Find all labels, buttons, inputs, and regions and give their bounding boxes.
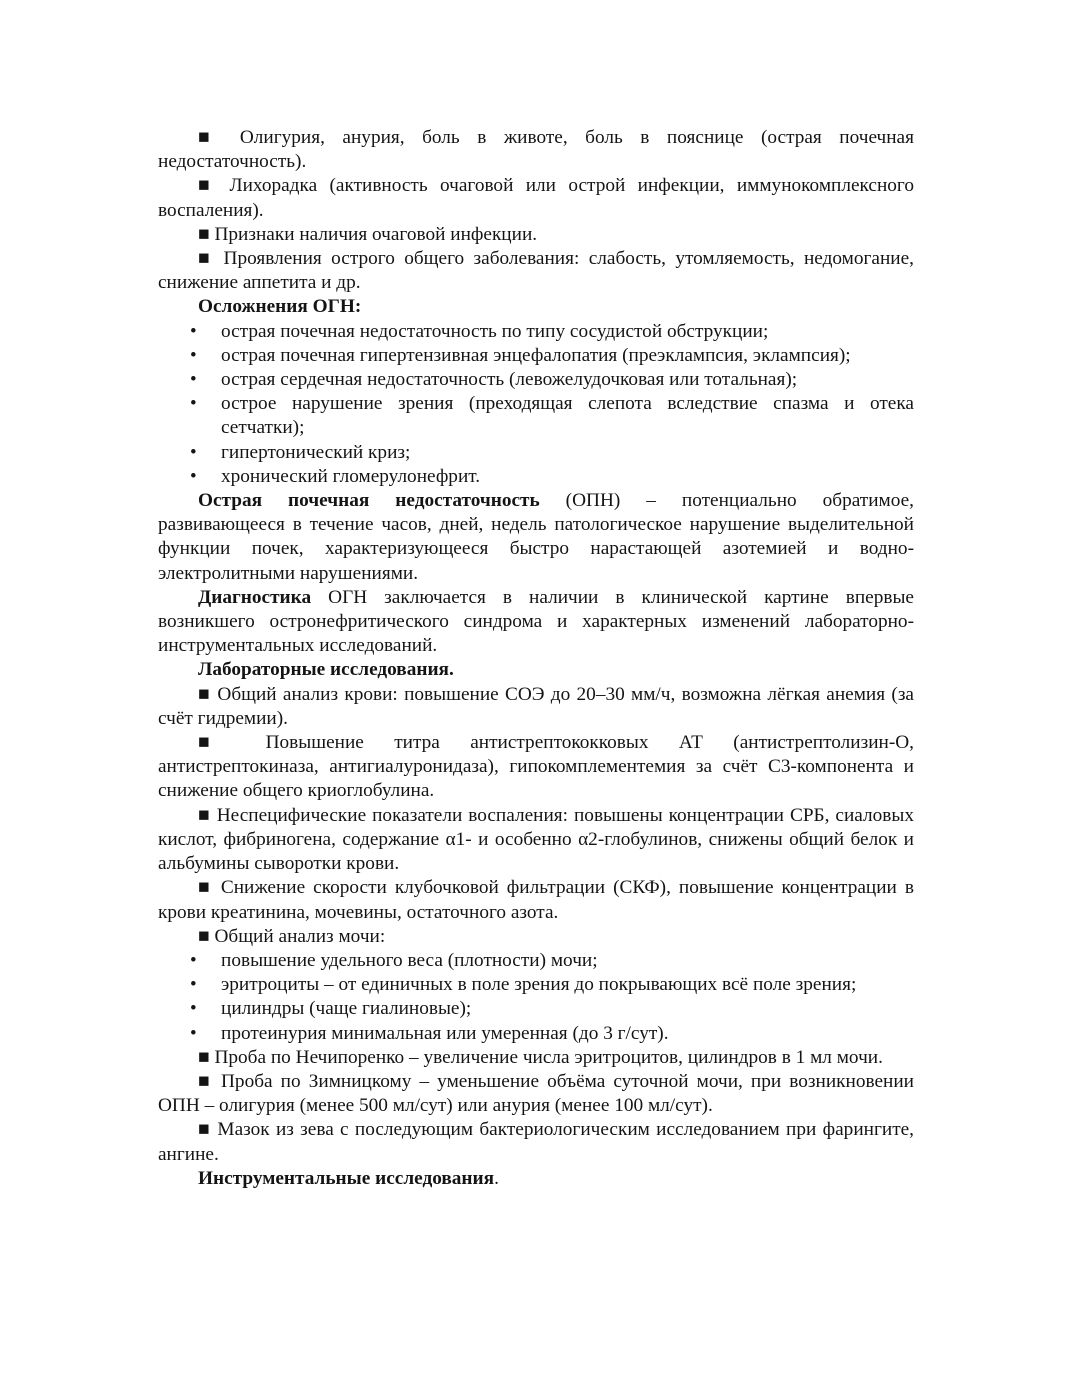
paragraph-zimnitsky: ■ Проба по Зимницкому – уменьшение объёма суточной мочи, при возникновении ОПН – олигурия (менее 500 мл/сут) или анурия (менее 100 мл/сут).: [158, 1070, 914, 1117]
heading-lab-studies: Лабораторные исследования.: [198, 659, 454, 681]
paragraph-focal-infection: ■ Признаки наличия очаговой инфекции.: [198, 223, 538, 245]
complications-list: [158, 320, 914, 489]
diagnostics-text: ОГН заключается в наличии в клинической картине впервые возникшего остронефритического синдрома и характерных изменений лабораторно-инструментальных исследований.: [158, 586, 914, 657]
paragraph-blood-test: ■ Общий анализ крови: повышение СОЭ до 20–30 мм/ч, возможна лёгкая анемия (за счёт гидремии).: [158, 683, 914, 729]
term-opn: Острая почечная недостаточность: [198, 490, 540, 512]
paragraph-urine-test: ■ Общий анализ мочи:: [198, 925, 386, 947]
list-item: • гипертонический криз;: [158, 441, 914, 465]
list-item: • цилиндры (чаще гиалиновые);: [158, 997, 914, 1021]
list-item: • острая почечная гипертензивная энцефалопатия (преэклампсия, эклампсия);: [158, 344, 914, 368]
instrumental-heading-tail: .: [494, 1167, 499, 1189]
paragraph-opn-definition: [158, 489, 914, 586]
list-item: • острая почечная недостаточность по типу сосудистой обструкции;: [158, 320, 914, 344]
list-item: • протеинурия минимальная или умеренная (до 3 г/сут).: [158, 1022, 914, 1046]
paragraph-antibody-titer: ■ Повышение титра антистрептококковых АТ (антистрептолизин-О, антистрептокиназа, антигиалуронидаза), гипокомплементемия за счёт С3-компонента и снижение общего криоглобулина.: [158, 732, 914, 802]
list-item: • острая сердечная недостаточность (левожелудочковая или тотальная);: [158, 368, 914, 392]
paragraph-fever: ■ Лихорадка (активность очаговой или острой инфекции, иммунокомплексного воспаления).: [158, 175, 914, 221]
opn-text: (ОПН) – потенциально обратимое, развивающееся в течение часов, дней, недель патологическое нарушение выделительной функции почек, характеризующееся быстро нарастающей азотемией и водно-электролитными нарушениями.: [158, 490, 914, 584]
list-item: • эритроциты – от единичных в поле зрения до покрывающих всё поле зрения;: [158, 973, 914, 997]
paragraph-inflammation-markers: ■ Неспецифические показатели воспаления: повышены концентрации СРБ, сиаловых кислот, фибриногена, содержание α1- и особенно α2-глобулинов, снижены общий белок и альбумины сыворотки крови.: [158, 804, 914, 875]
list-item: • острое нарушение зрения (преходящая слепота вследствие спазма и отека сетчатки);: [158, 392, 914, 440]
paragraph-nechiporenko: ■ Проба по Нечипоренко – увеличение числа эритроцитов, цилиндров в 1 мл мочи.: [198, 1046, 883, 1068]
paragraph-diagnostics: [158, 586, 914, 659]
urine-findings-list: [158, 949, 914, 1046]
term-diagnostics: Диагностика: [198, 586, 312, 608]
paragraph-general-symptoms: ■ Проявления острого общего заболевания: слабость, утомляемость, недомогание, снижение аппетита и др.: [158, 248, 914, 294]
document-page: [158, 126, 914, 1191]
heading-instrumental: [158, 1167, 914, 1191]
heading-complications: Осложнения ОГН:: [198, 296, 362, 318]
list-item: • хронический гломерулонефрит.: [158, 465, 914, 489]
paragraph-oliguria: ■ Олигурия, анурия, боль в животе, боль в пояснице (острая почечная недостаточность).: [158, 127, 914, 173]
paragraph-throat-swab: ■ Мазок из зева с последующим бактериологическим исследованием при фарингите, ангине.: [158, 1119, 914, 1165]
paragraph-gfr: ■ Снижение скорости клубочковой фильтрации (СКФ), повышение концентрации в крови креатинина, мочевины, остаточного азота.: [158, 877, 914, 923]
instrumental-heading-text: Инструментальные исследования: [198, 1167, 495, 1189]
list-item: • повышение удельного веса (плотности) мочи;: [158, 949, 914, 973]
